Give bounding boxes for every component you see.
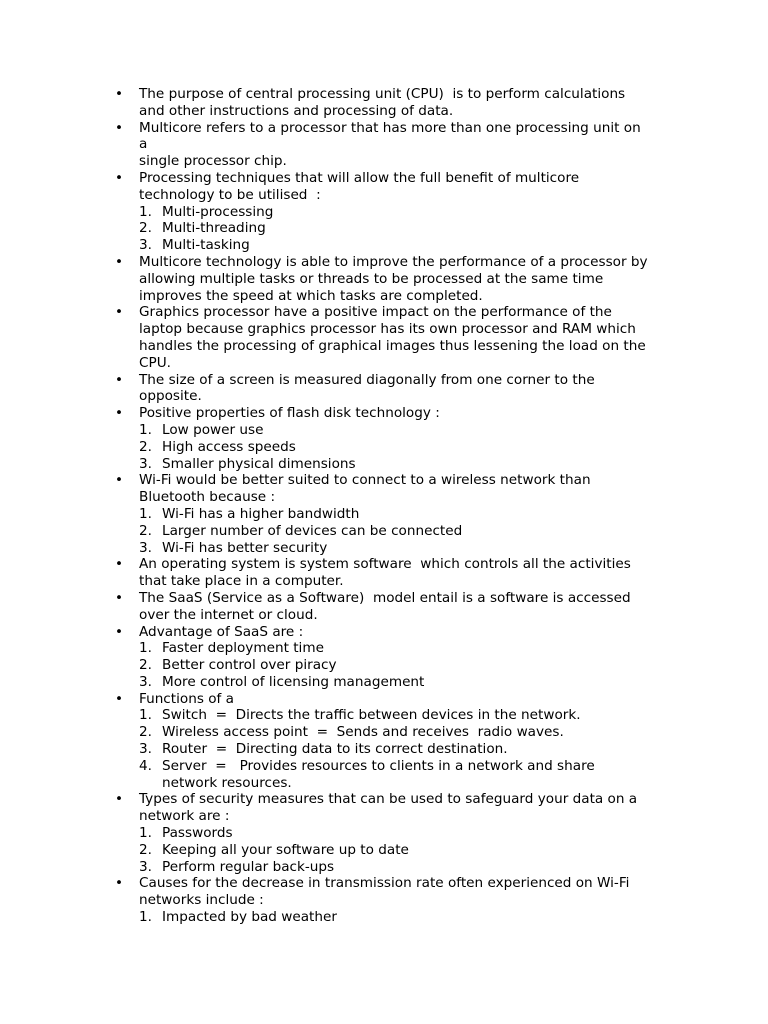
list-item — [115, 405, 675, 472]
bullet-icon: • — [115, 556, 124, 573]
list-item-text: Causes for the decrease in transmission rate often experienced on Wi-Fi networks include : — [139, 875, 630, 909]
list-item — [115, 372, 675, 406]
sublist-item — [115, 909, 675, 926]
sublist-number: 1. — [139, 640, 152, 657]
list-item-text: Types of security measures that can be used to safeguard your data on a network are : — [139, 791, 638, 825]
list-item-text: Multicore refers to a processor that has more than one processing unit on a single processor chip. — [139, 119, 641, 170]
sublist-item-text: Smaller physical dimensions — [162, 455, 356, 472]
sublist-item — [115, 842, 675, 859]
bullet-icon: • — [115, 875, 124, 892]
numbered-sublist — [115, 422, 675, 472]
list-item-text: Advantage of SaaS are : — [139, 623, 304, 640]
sublist-item-text: High access speeds — [162, 438, 296, 455]
bullet-icon: • — [115, 371, 124, 388]
sublist-item — [115, 657, 675, 674]
list-item-text: An operating system is system software which controls all the activities that take place in a computer. — [139, 556, 631, 590]
sublist-number: 3. — [139, 455, 152, 472]
list-item-text: The purpose of central processing unit (CPU) is to perform calculations and other instructions and processing of data. — [139, 86, 626, 119]
sublist-item-text: Router = Directing data to its correct destination. — [162, 741, 508, 758]
sublist-number: 2. — [139, 841, 152, 858]
sublist-item-text: Multi-tasking — [162, 237, 250, 254]
sublist-item — [115, 422, 675, 439]
list-item-text: Wi-Fi would be better suited to connect to a wireless network than Bluetooth because : — [139, 472, 591, 506]
sublist-item-text: Passwords — [162, 825, 233, 842]
sublist-item-text: Low power use — [162, 421, 264, 438]
bullet-icon: • — [115, 86, 124, 102]
sublist-item-text: Multi-threading — [162, 220, 266, 237]
sublist-item — [115, 204, 675, 221]
sublist-item-text: Wireless access point = Sends and receives radio waves. — [162, 724, 564, 741]
list-item-text: Processing techniques that will allow the full benefit of multicore technology to be utilised : — [139, 169, 580, 203]
bullet-icon: • — [115, 623, 124, 640]
sublist-item-text: Impacted by bad weather — [162, 909, 337, 926]
sublist-item — [115, 439, 675, 456]
numbered-sublist — [115, 506, 675, 556]
sublist-item-text: Wi-Fi has better security — [162, 539, 328, 556]
sublist-item — [115, 741, 675, 758]
sublist-item-text: Wi-Fi has a higher bandwidth — [162, 505, 360, 522]
sublist-number: 3. — [139, 741, 152, 758]
sublist-number: 2. — [139, 438, 152, 455]
sublist-item-text: Keeping all your software up to date — [162, 841, 409, 858]
sublist-number: 2. — [139, 522, 152, 539]
sublist-number: 3. — [139, 237, 152, 254]
sublist-number: 3. — [139, 858, 152, 875]
list-item-text: The SaaS (Service as a Software) model entail is a software is accessed over the internet or cloud. — [139, 589, 631, 623]
sublist-item-text: Server = Provides resources to clients in a network and share network resources. — [162, 757, 595, 791]
sublist-item — [115, 758, 675, 792]
numbered-sublist — [115, 640, 675, 690]
sublist-number: 1. — [139, 707, 152, 724]
bullet-icon: • — [115, 405, 124, 422]
list-item — [115, 556, 675, 590]
bullet-icon: • — [115, 253, 124, 270]
bullet-icon: • — [115, 169, 124, 186]
sublist-number: 4. — [139, 757, 152, 774]
list-item — [115, 86, 675, 120]
sublist-item-text: Perform regular back-ups — [162, 858, 335, 875]
sublist-item — [115, 859, 675, 876]
sublist-item-text: Better control over piracy — [162, 657, 337, 674]
numbered-sublist — [115, 707, 675, 791]
bullet-icon: • — [115, 791, 124, 808]
sublist-item — [115, 506, 675, 523]
sublist-number: 1. — [139, 421, 152, 438]
numbered-sublist — [115, 825, 675, 875]
list-item-text: Positive properties of flash disk technology : — [139, 405, 440, 422]
sublist-item — [115, 220, 675, 237]
numbered-sublist — [115, 909, 675, 926]
sublist-item-text: More control of licensing management — [162, 673, 425, 690]
sublist-item — [115, 724, 675, 741]
sublist-number: 3. — [139, 539, 152, 556]
sublist-item — [115, 540, 675, 557]
sublist-number: 1. — [139, 505, 152, 522]
sublist-number: 2. — [139, 657, 152, 674]
list-item — [115, 472, 675, 556]
list-item-text: Graphics processor have a positive impact on the performance of the laptop because graphics processor has its own processor and RAM which handles the processing of graphical images thus lessening the load on the CPU. — [139, 304, 646, 371]
sublist-item-text: Multi-processing — [162, 203, 274, 220]
sublist-item — [115, 674, 675, 691]
sublist-number: 1. — [139, 203, 152, 220]
list-item — [115, 791, 675, 875]
sublist-item-text: Larger number of devices can be connected — [162, 522, 463, 539]
list-item-text: Functions of a — [139, 690, 234, 707]
list-item — [115, 170, 675, 254]
sublist-number: 1. — [139, 825, 152, 842]
sublist-number: 1. — [139, 909, 152, 926]
list-item-text: The size of a screen is measured diagonally from one corner to the opposite. — [139, 371, 595, 405]
bullet-icon: • — [115, 304, 124, 321]
list-item — [115, 691, 675, 792]
sublist-number: 2. — [139, 724, 152, 741]
bullet-icon: • — [115, 119, 124, 136]
bullet-icon: • — [115, 690, 124, 707]
sublist-item — [115, 825, 675, 842]
sublist-item — [115, 640, 675, 657]
list-item — [115, 624, 675, 691]
sublist-number: 2. — [139, 220, 152, 237]
list-item — [115, 254, 675, 304]
list-item — [115, 120, 675, 170]
sublist-item-text: Faster deployment time — [162, 640, 324, 657]
sublist-item — [115, 237, 675, 254]
list-item-text: Multicore technology is able to improve the performance of a processor by allowing multiple tasks or threads to be processed at the same time improves the speed at which tasks are completed. — [139, 253, 648, 304]
list-item — [115, 875, 675, 925]
sublist-item-text: Switch = Directs the traffic between devices in the network. — [162, 707, 581, 724]
list-item — [115, 304, 675, 371]
list-item — [115, 590, 675, 624]
sublist-item — [115, 707, 675, 724]
sublist-number: 3. — [139, 673, 152, 690]
bullet-icon: • — [115, 589, 124, 606]
sublist-item — [115, 456, 675, 473]
bullet-list — [115, 86, 675, 926]
bullet-icon: • — [115, 472, 124, 489]
numbered-sublist — [115, 204, 675, 254]
sublist-item — [115, 523, 675, 540]
